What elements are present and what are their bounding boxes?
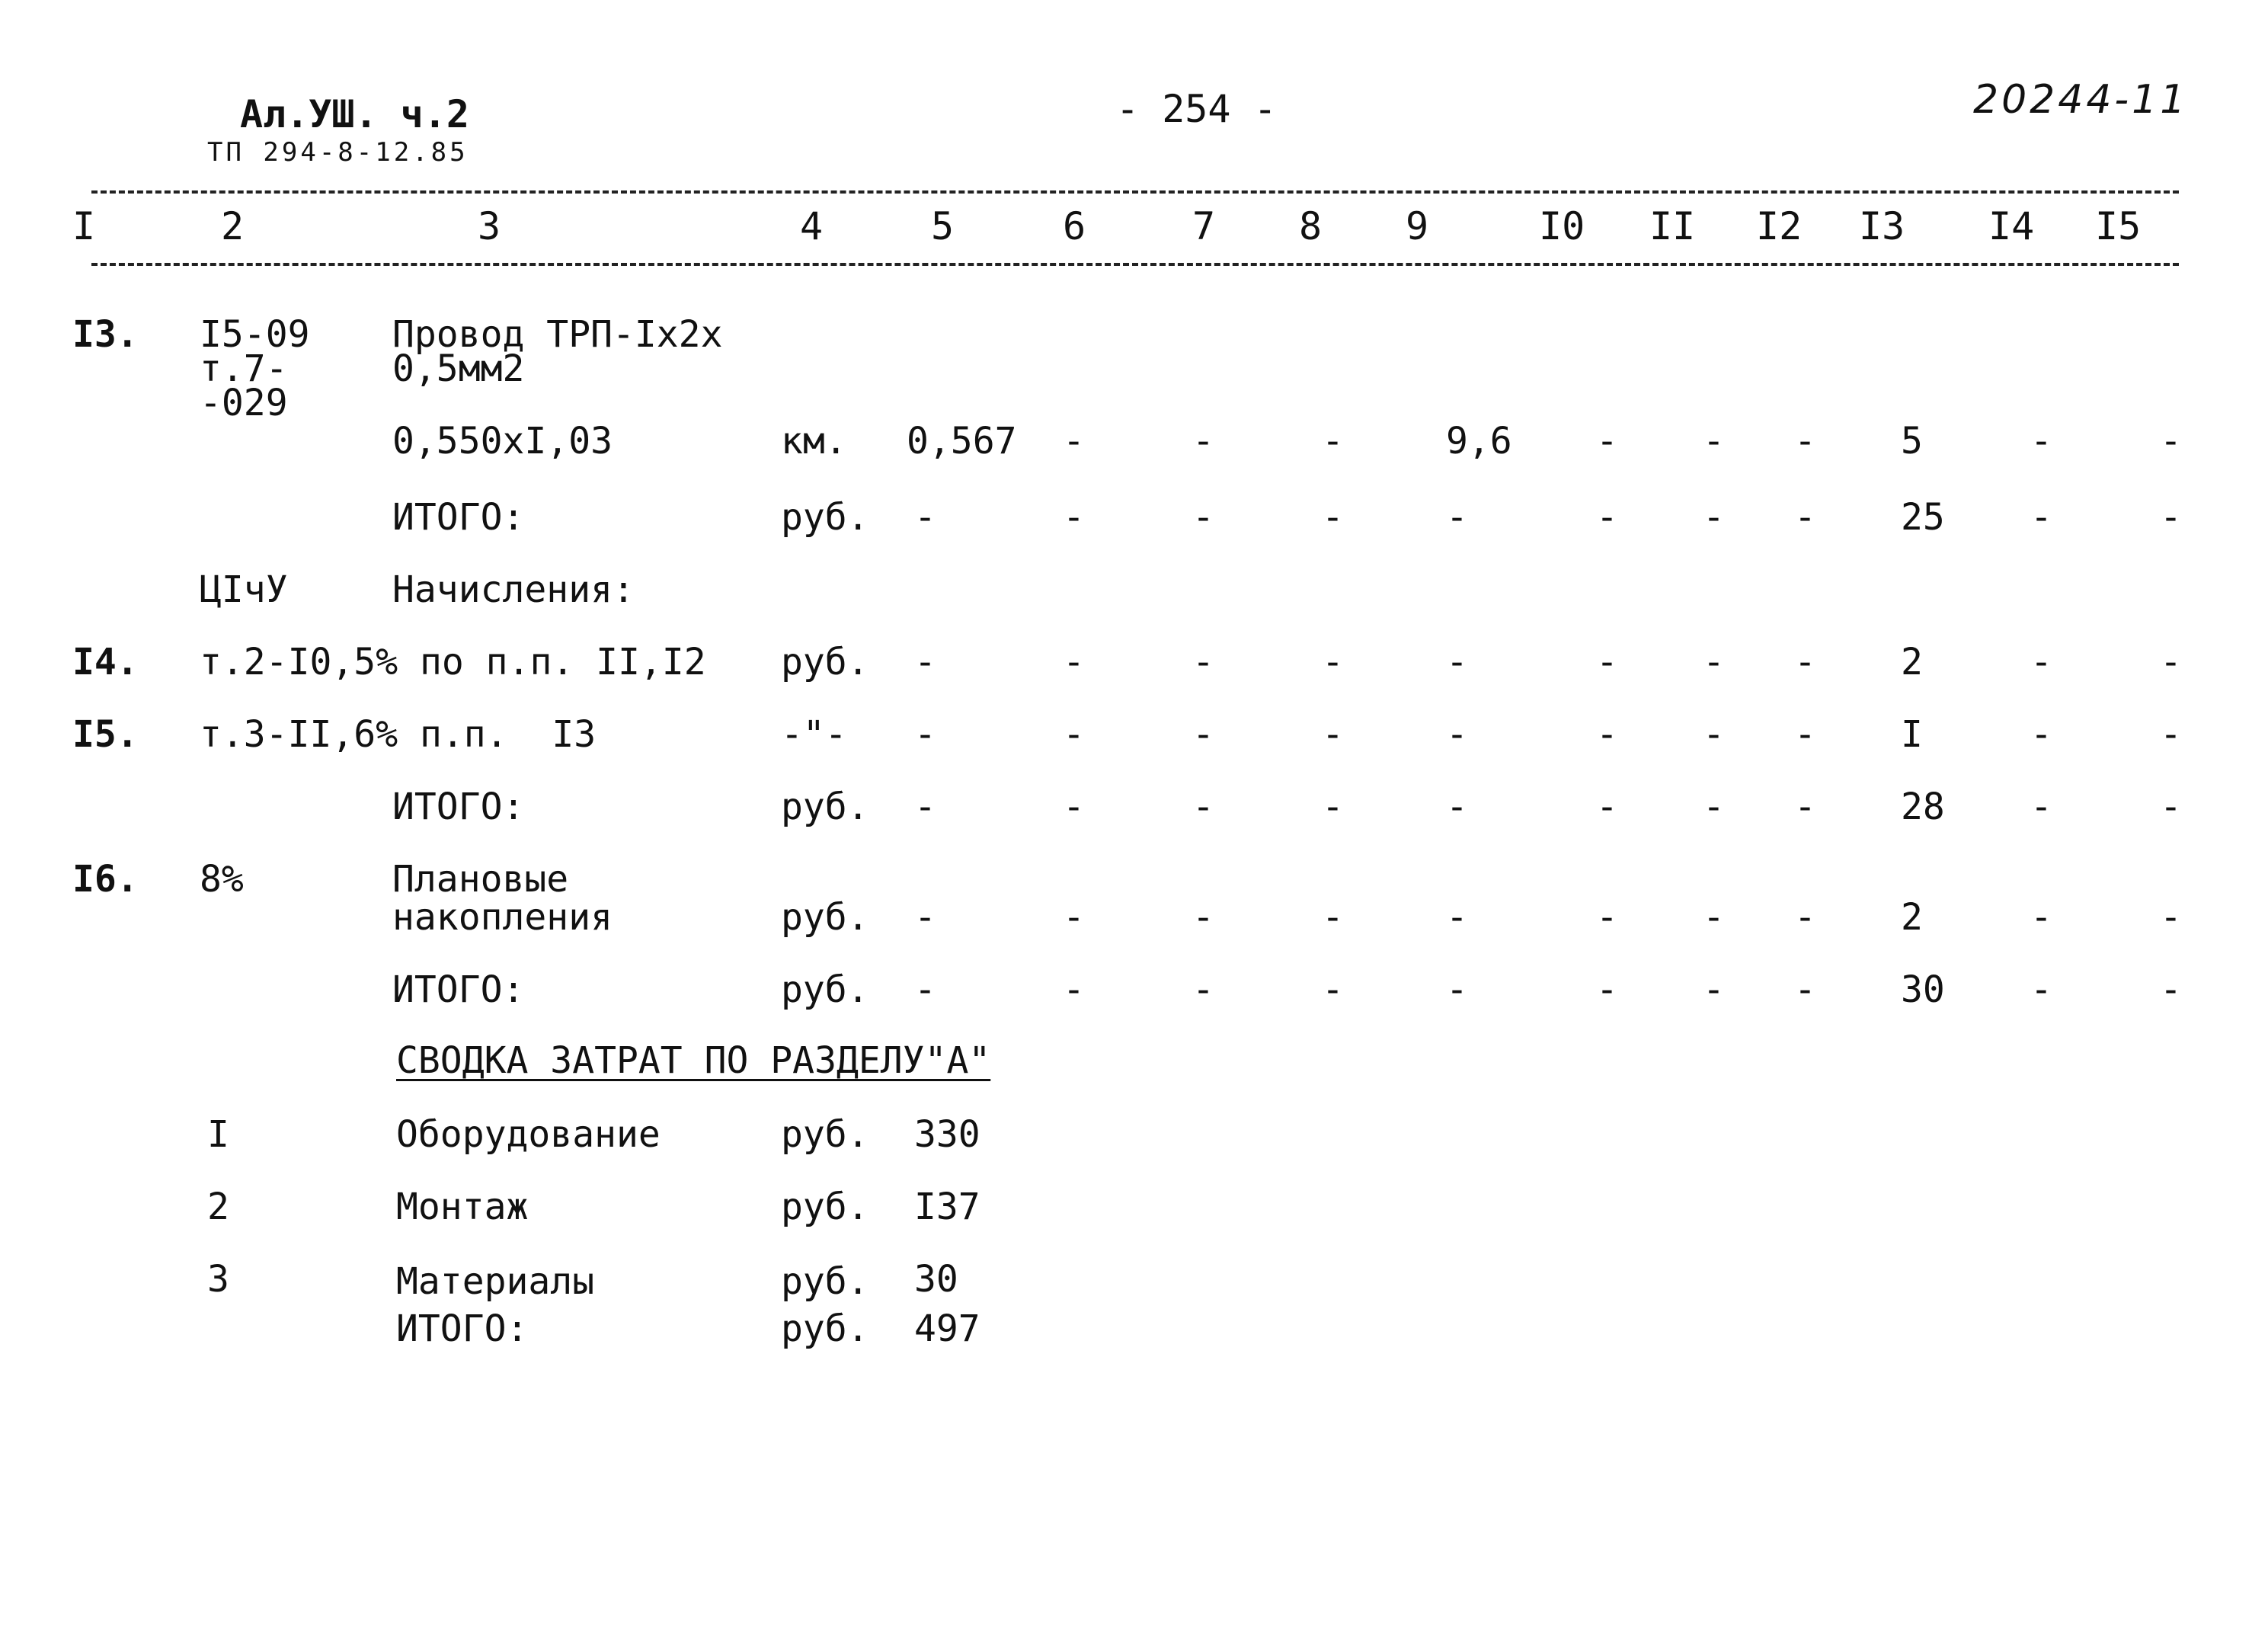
cell-14: - — [2030, 968, 2052, 1011]
cell-15: - — [2160, 896, 2182, 939]
summary-total-unit: руб. — [781, 1307, 869, 1350]
column-header: 4 — [800, 204, 824, 248]
summary-item-number: I — [207, 1113, 229, 1156]
row-code: I5-09 — [200, 313, 310, 356]
column-header: 8 — [1299, 204, 1323, 248]
cell-5: 0,567 — [907, 420, 1017, 462]
cell-8: - — [1322, 496, 1344, 539]
cell-7: - — [1192, 496, 1214, 539]
row-name: Начисления: — [392, 568, 635, 611]
row-code: т.2-I0,5% по п.п. II,I2 — [200, 641, 706, 683]
cell-7: - — [1192, 896, 1214, 939]
row-unit: -"- — [781, 713, 847, 756]
cell-10: - — [1596, 713, 1618, 756]
column-header: I4 — [1988, 204, 2035, 248]
row-name: ИТОГО: — [392, 496, 525, 539]
cell-6: - — [1063, 896, 1085, 939]
column-header: 9 — [1406, 204, 1429, 248]
cell-11: - — [1703, 713, 1725, 756]
row-code: т.3-II,6% п.п. I3 — [200, 713, 597, 756]
row-number: I3. — [72, 313, 139, 356]
cell-11: - — [1703, 641, 1725, 683]
row-name: ИТОГО: — [392, 786, 525, 828]
album-label: Ал.УШ. ч.2 — [240, 92, 470, 136]
column-header: I5 — [2095, 204, 2142, 248]
cell-8: - — [1322, 896, 1344, 939]
summary-item-value: I37 — [914, 1186, 980, 1228]
row-code: ЦIчУ — [200, 568, 288, 611]
cell-8: - — [1322, 968, 1344, 1011]
cell-11: - — [1703, 496, 1725, 539]
column-header: 5 — [931, 204, 955, 248]
cell-6: - — [1063, 968, 1085, 1011]
header-bottom-rule — [91, 263, 2179, 266]
cell-10: - — [1596, 896, 1618, 939]
summary-item-unit: руб. — [781, 1260, 869, 1303]
project-label: ТП 294-8-12.85 — [207, 137, 469, 168]
cell-14: - — [2030, 496, 2052, 539]
cell-12: - — [1794, 713, 1816, 756]
cell-13: 28 — [1901, 786, 1945, 828]
row-code: -029 — [200, 382, 288, 424]
cell-12: - — [1794, 968, 1816, 1011]
cell-5: - — [914, 713, 936, 756]
cell-9: 9,6 — [1446, 420, 1512, 462]
cell-12: - — [1794, 786, 1816, 828]
cell-8: - — [1322, 420, 1344, 462]
summary-title: СВОДКА ЗАТРАТ ПО РАЗДЕЛУ"А" — [396, 1039, 991, 1082]
cell-5: - — [914, 496, 936, 539]
cell-6: - — [1063, 420, 1085, 462]
column-header: 7 — [1192, 204, 1216, 248]
cell-13: 2 — [1901, 641, 1923, 683]
column-header: I2 — [1756, 204, 1803, 248]
cell-7: - — [1192, 968, 1214, 1011]
cell-7: - — [1192, 420, 1214, 462]
summary-item-unit: руб. — [781, 1113, 869, 1156]
cell-15: - — [2160, 641, 2182, 683]
cell-7: - — [1192, 786, 1214, 828]
top-rule — [91, 190, 2179, 194]
cell-14: - — [2030, 786, 2052, 828]
cell-13: 2 — [1901, 896, 1923, 939]
cell-12: - — [1794, 496, 1816, 539]
cell-7: - — [1192, 713, 1214, 756]
cell-10: - — [1596, 420, 1618, 462]
cell-14: - — [2030, 641, 2052, 683]
summary-item-number: 3 — [207, 1258, 229, 1301]
row-unit: руб. — [781, 896, 869, 939]
cell-6: - — [1063, 786, 1085, 828]
cell-9: - — [1446, 496, 1468, 539]
cell-11: - — [1703, 786, 1725, 828]
summary-item-unit: руб. — [781, 1186, 869, 1228]
cell-8: - — [1322, 713, 1344, 756]
cell-14: - — [2030, 713, 2052, 756]
row-unit: руб. — [781, 786, 869, 828]
column-header: I — [72, 204, 96, 248]
cell-6: - — [1063, 713, 1085, 756]
row-name: Плановые — [392, 858, 569, 901]
row-number: I5. — [72, 713, 139, 756]
cell-9: - — [1446, 713, 1468, 756]
summary-total-value: 497 — [914, 1307, 980, 1350]
cell-15: - — [2160, 968, 2182, 1011]
cell-10: - — [1596, 968, 1618, 1011]
cell-9: - — [1446, 786, 1468, 828]
column-header: 6 — [1063, 204, 1086, 248]
cell-11: - — [1703, 968, 1725, 1011]
summary-item-number: 2 — [207, 1186, 229, 1228]
cell-15: - — [2160, 496, 2182, 539]
cell-14: - — [2030, 420, 2052, 462]
summary-item-name: Материалы — [396, 1260, 595, 1303]
page-number: - 254 - — [1116, 87, 1277, 131]
column-header: I3 — [1859, 204, 1905, 248]
cell-12: - — [1794, 641, 1816, 683]
cell-13: 5 — [1901, 420, 1923, 462]
row-unit: руб. — [781, 968, 869, 1011]
summary-item-value: 30 — [914, 1258, 958, 1301]
row-code: 8% — [200, 858, 244, 901]
cell-9: - — [1446, 968, 1468, 1011]
row-name: 0,5мм2 — [392, 347, 525, 390]
column-header: 3 — [478, 204, 501, 248]
cell-5: - — [914, 641, 936, 683]
cell-14: - — [2030, 896, 2052, 939]
cell-5: - — [914, 896, 936, 939]
column-header: I0 — [1539, 204, 1585, 248]
summary-item-value: 330 — [914, 1113, 980, 1156]
summary-total-name: ИТОГО: — [396, 1307, 529, 1350]
row-name: 0,550хI,03 — [392, 420, 613, 462]
cell-5: - — [914, 786, 936, 828]
cell-8: - — [1322, 786, 1344, 828]
cell-13: 30 — [1901, 968, 1945, 1011]
cell-15: - — [2160, 713, 2182, 756]
cell-5: - — [914, 968, 936, 1011]
cell-8: - — [1322, 641, 1344, 683]
document-number: 20244-11 — [1973, 77, 2189, 123]
summary-item-name: Оборудование — [396, 1113, 661, 1156]
cell-13: 25 — [1901, 496, 1945, 539]
row-name: ИТОГО: — [392, 968, 525, 1011]
cell-7: - — [1192, 641, 1214, 683]
cell-10: - — [1596, 786, 1618, 828]
cell-15: - — [2160, 420, 2182, 462]
column-header: II — [1649, 204, 1696, 248]
cell-13: I — [1901, 713, 1923, 756]
row-name: Провод ТРП-Iх2х — [392, 313, 723, 356]
cell-12: - — [1794, 420, 1816, 462]
cell-15: - — [2160, 786, 2182, 828]
row-name: накопления — [392, 896, 613, 939]
row-unit: км. — [781, 420, 847, 462]
cell-10: - — [1596, 641, 1618, 683]
column-header: 2 — [221, 204, 245, 248]
summary-item-name: Монтаж — [396, 1186, 529, 1228]
cell-12: - — [1794, 896, 1816, 939]
cell-10: - — [1596, 496, 1618, 539]
row-unit: руб. — [781, 641, 869, 683]
cell-6: - — [1063, 641, 1085, 683]
cell-9: - — [1446, 896, 1468, 939]
row-unit: руб. — [781, 496, 869, 539]
row-number: I4. — [72, 641, 139, 683]
row-code: т.7- — [200, 347, 288, 390]
cell-11: - — [1703, 420, 1725, 462]
row-number: I6. — [72, 858, 139, 901]
cell-11: - — [1703, 896, 1725, 939]
cell-6: - — [1063, 496, 1085, 539]
cell-9: - — [1446, 641, 1468, 683]
